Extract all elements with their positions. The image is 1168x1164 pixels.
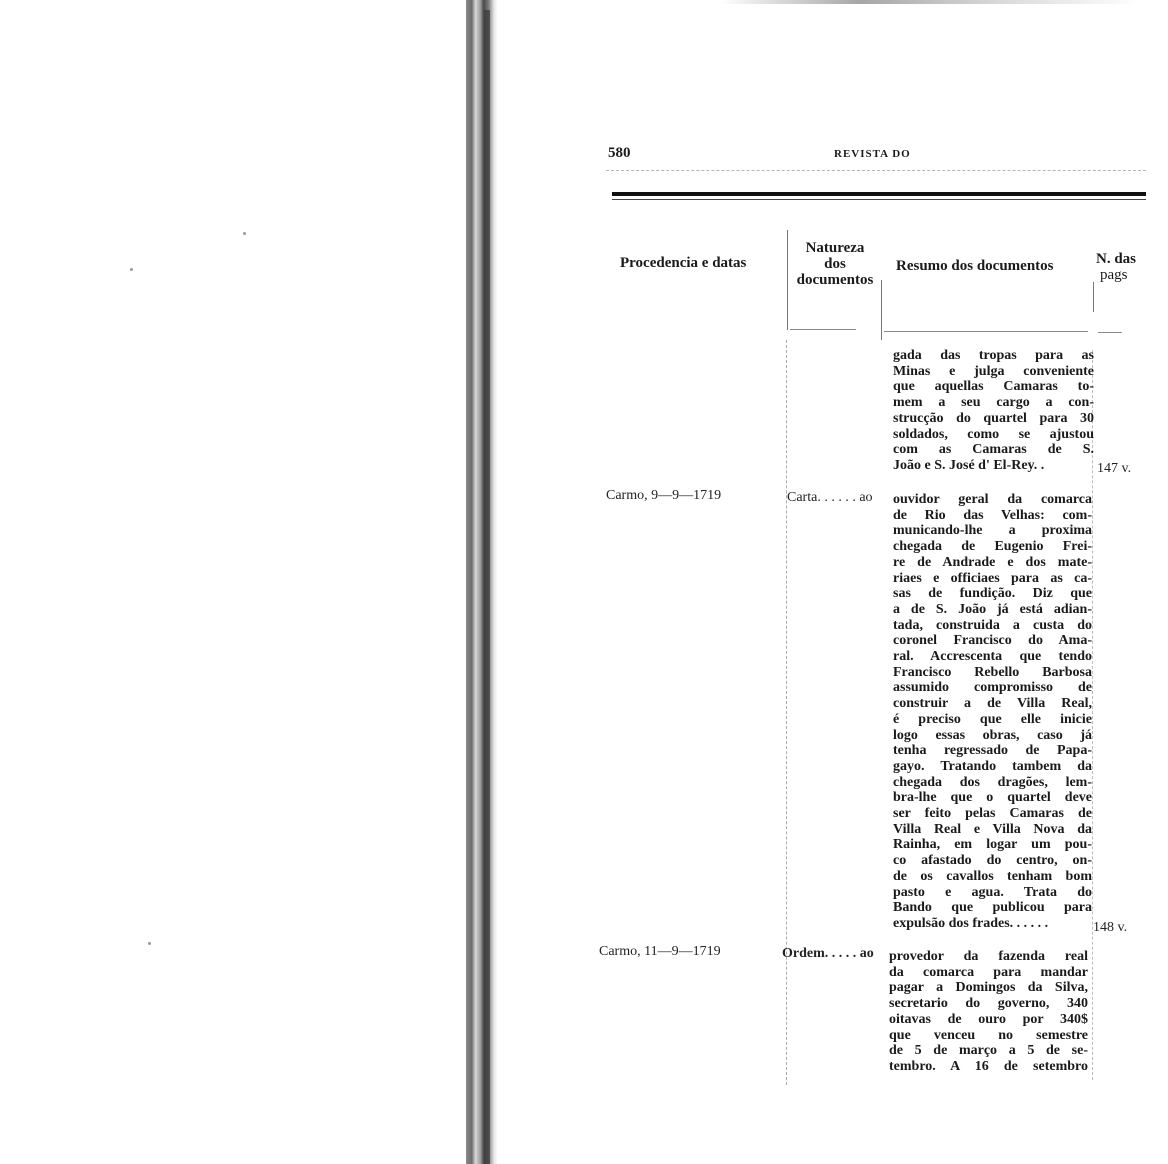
scan-smudge <box>720 0 1140 4</box>
summary-line: gayo. Tratando tambem da <box>893 758 1092 774</box>
left-blank-page <box>0 0 466 1164</box>
natureza-line: Natureza <box>805 240 865 256</box>
summary-line: que venceu no semestre <box>889 1027 1088 1043</box>
summary-line: pasto e agua. Trata do <box>893 884 1092 900</box>
summary-line: a de S. João já está adian- <box>893 601 1092 617</box>
paginas-line: N. das <box>1096 251 1137 267</box>
column-rule <box>787 230 788 330</box>
entry-summary <box>893 348 1094 474</box>
summary-line: pagar a Domingos da Silva, <box>889 980 1088 996</box>
summary-line: sas de fundição. Diz que <box>893 586 1092 602</box>
running-title: REVISTA DO <box>834 148 911 160</box>
summary-line: Francisco Rebello Barbosa <box>893 664 1092 680</box>
paper-speck <box>243 232 246 235</box>
summary-line: re de Andrade e dos mate- <box>893 554 1092 570</box>
summary-line: de os cavallos tenham bom <box>893 868 1092 884</box>
entry-summary <box>889 949 1088 1075</box>
summary-line: chegada de Eugenio Frei- <box>893 539 1092 555</box>
summary-line: ser feito pelas Camaras de <box>893 806 1092 822</box>
book-gutter <box>466 0 498 1164</box>
summary-line: tembro. A 16 de setembro <box>889 1058 1088 1074</box>
paper-speck <box>130 268 133 271</box>
entry-procedencia: Carmo, 11—9—1719 <box>599 944 721 959</box>
summary-line: chegada dos dragões, lem- <box>893 774 1092 790</box>
natureza-line: documentos <box>796 272 874 288</box>
summary-line: expulsão dos frades. . . . . . <box>893 915 1049 931</box>
summary-line: Minas e julga conveniente <box>893 363 1094 379</box>
natureza-line: dos <box>824 256 846 272</box>
summary-line: é preciso que elle inicie <box>893 711 1092 727</box>
column-rule <box>1093 282 1094 312</box>
summary-line: logo essas obras, caso já <box>893 727 1092 743</box>
summary-line: que aquellas Camaras to- <box>893 379 1094 395</box>
entry-procedencia: Carmo, 9—9—1719 <box>606 488 722 503</box>
header-thin-rule <box>612 199 1146 200</box>
summary-line: de Rio das Velhas: com- <box>893 507 1092 523</box>
entry-pages: 147 v. <box>1097 461 1132 476</box>
summary-line: ouvidor geral da comarca <box>893 492 1092 507</box>
summary-line: mem a seu cargo a con- <box>893 395 1094 411</box>
column-head-resumo: Resumo dos documentos <box>896 258 1054 274</box>
column-head-procedencia: Procedencia e datas <box>620 255 747 271</box>
summary-line: provedor da fazenda real <box>889 949 1088 964</box>
summary-line: da comarca para mandar <box>889 964 1088 980</box>
summary-line: com as Camaras de S. <box>893 442 1094 458</box>
summary-line: municando-lhe a proxima <box>893 523 1092 539</box>
column-rule <box>786 340 787 1085</box>
header-underline <box>1098 332 1122 333</box>
summary-line: strucção do quartel para 30 <box>893 410 1094 426</box>
column-rule <box>881 280 882 340</box>
summary-line: secretario do governo, 340 <box>889 996 1088 1012</box>
paper-speck <box>148 942 151 945</box>
entry-pages: 148 v. <box>1093 920 1128 935</box>
entry-summary <box>893 492 1092 932</box>
summary-line: tada, construida a custa do <box>893 617 1092 633</box>
paginas-line: pags <box>1100 267 1128 283</box>
summary-line: tenha regressado de Papa- <box>893 743 1092 759</box>
summary-line: de 5 de março a 5 de se- <box>889 1043 1088 1059</box>
summary-line: coronel Francisco do Ama- <box>893 633 1092 649</box>
summary-line: Rainha, em logar um pou- <box>893 837 1092 853</box>
header-dash-rule <box>606 170 1146 171</box>
binding-edge <box>484 10 490 1164</box>
entry-natureza: Ordem. . . . . ao <box>782 946 874 961</box>
summary-line: riaes e officiaes para as ca- <box>893 570 1092 586</box>
page-number: 580 <box>608 145 631 161</box>
summary-line: Bando que publicou para <box>893 900 1092 916</box>
summary-line: João e S. José d' El-Rey. . <box>893 457 1045 473</box>
summary-line: ral. Accrescenta que tendo <box>893 649 1092 665</box>
summary-line: Villa Real e Villa Nova da <box>893 821 1092 837</box>
summary-line: construir a de Villa Real, <box>893 696 1092 712</box>
header-thick-rule <box>612 192 1146 196</box>
entry-natureza: Carta. . . . . . ao <box>787 490 873 505</box>
header-underline <box>790 329 856 330</box>
summary-line: bra-lhe que o quartel deve <box>893 790 1092 806</box>
header-underline <box>884 331 1088 332</box>
column-head-paginas <box>1096 251 1148 283</box>
summary-line: soldados, como se ajustou <box>893 426 1094 442</box>
summary-line: gada das tropas para as <box>893 348 1094 363</box>
summary-line: assumido compromisso de <box>893 680 1092 696</box>
summary-line: co afastado do centro, on- <box>893 853 1092 869</box>
column-head-natureza <box>790 240 880 288</box>
summary-line: oitavas de ouro por 340$ <box>889 1011 1088 1027</box>
